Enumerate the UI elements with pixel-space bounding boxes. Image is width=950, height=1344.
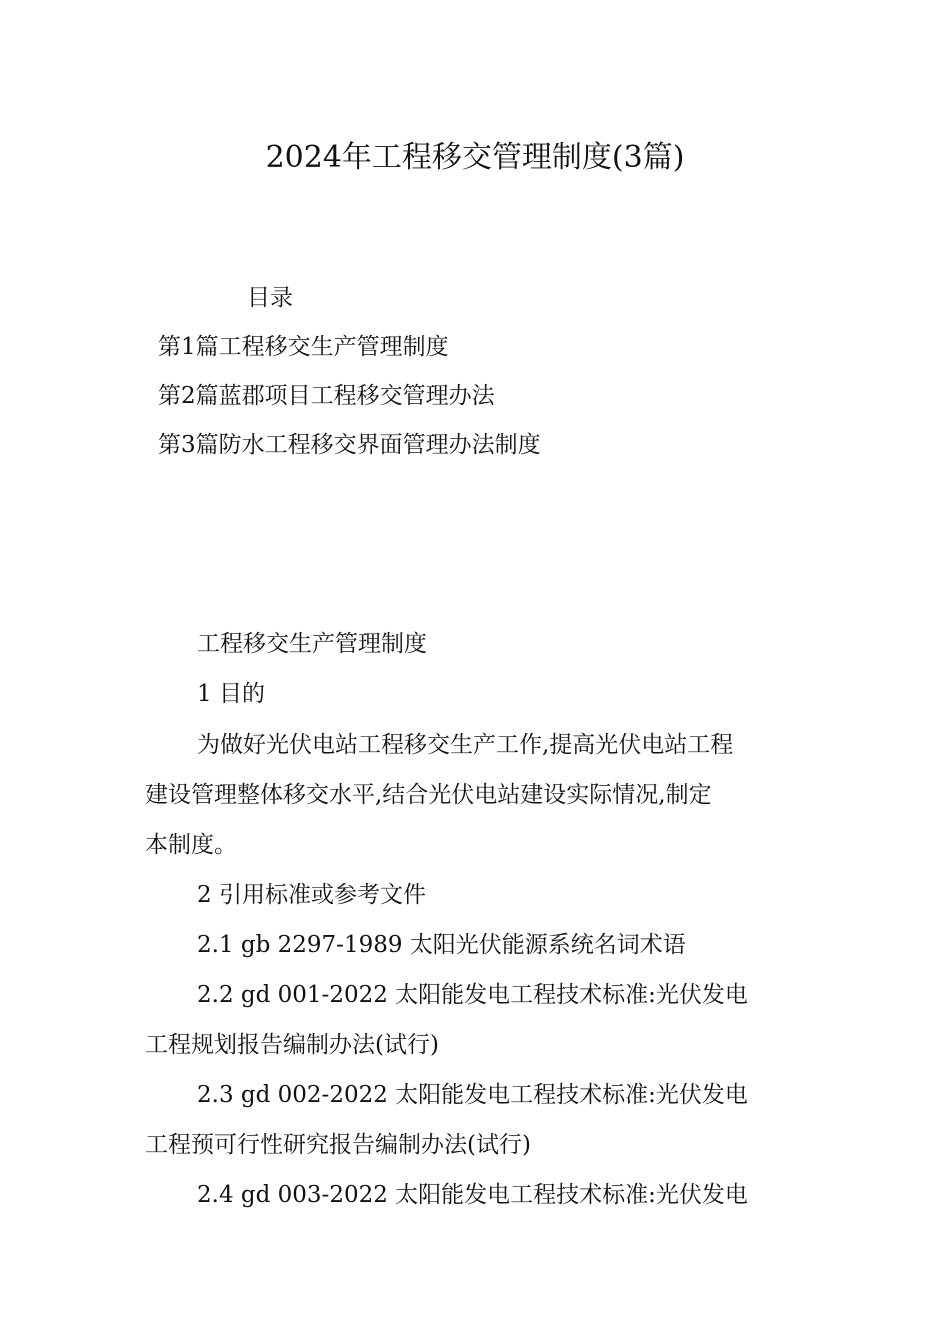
reference-item: 2.2 gd 001-2022 太阳能发电工程技术标准:光伏发电 <box>197 982 748 1008</box>
toc-item-1: 第1篇工程移交生产管理制度 <box>158 334 449 360</box>
heading-purpose: 1 目的 <box>197 681 265 707</box>
heading-references: 2 引用标准或参考文件 <box>197 882 426 908</box>
toc-heading: 目录 <box>247 285 293 311</box>
toc-item-2: 第2篇蓝郡项目工程移交管理办法 <box>158 383 495 409</box>
paragraph-line: 本制度。 <box>145 832 237 858</box>
reference-item: 2.1 gb 2297-1989 太阳光伏能源系统名词术语 <box>197 932 686 958</box>
paragraph-line: 为做好光伏电站工程移交生产工作,提高光伏电站工程 <box>197 732 734 758</box>
paragraph-line: 建设管理整体移交水平,结合光伏电站建设实际情况,制定 <box>145 782 712 808</box>
reference-item: 2.4 gd 003-2022 太阳能发电工程技术标准:光伏发电 <box>197 1182 748 1208</box>
toc-item-3: 第3篇防水工程移交界面管理办法制度 <box>158 432 541 458</box>
reference-item-continued: 工程预可行性研究报告编制办法(试行) <box>145 1132 531 1158</box>
document-title: 2024年工程移交管理制度(3篇) <box>265 140 685 175</box>
reference-item: 2.3 gd 002-2022 太阳能发电工程技术标准:光伏发电 <box>197 1082 748 1108</box>
section-title: 工程移交生产管理制度 <box>197 631 427 657</box>
reference-item-continued: 工程规划报告编制办法(试行) <box>145 1032 439 1058</box>
